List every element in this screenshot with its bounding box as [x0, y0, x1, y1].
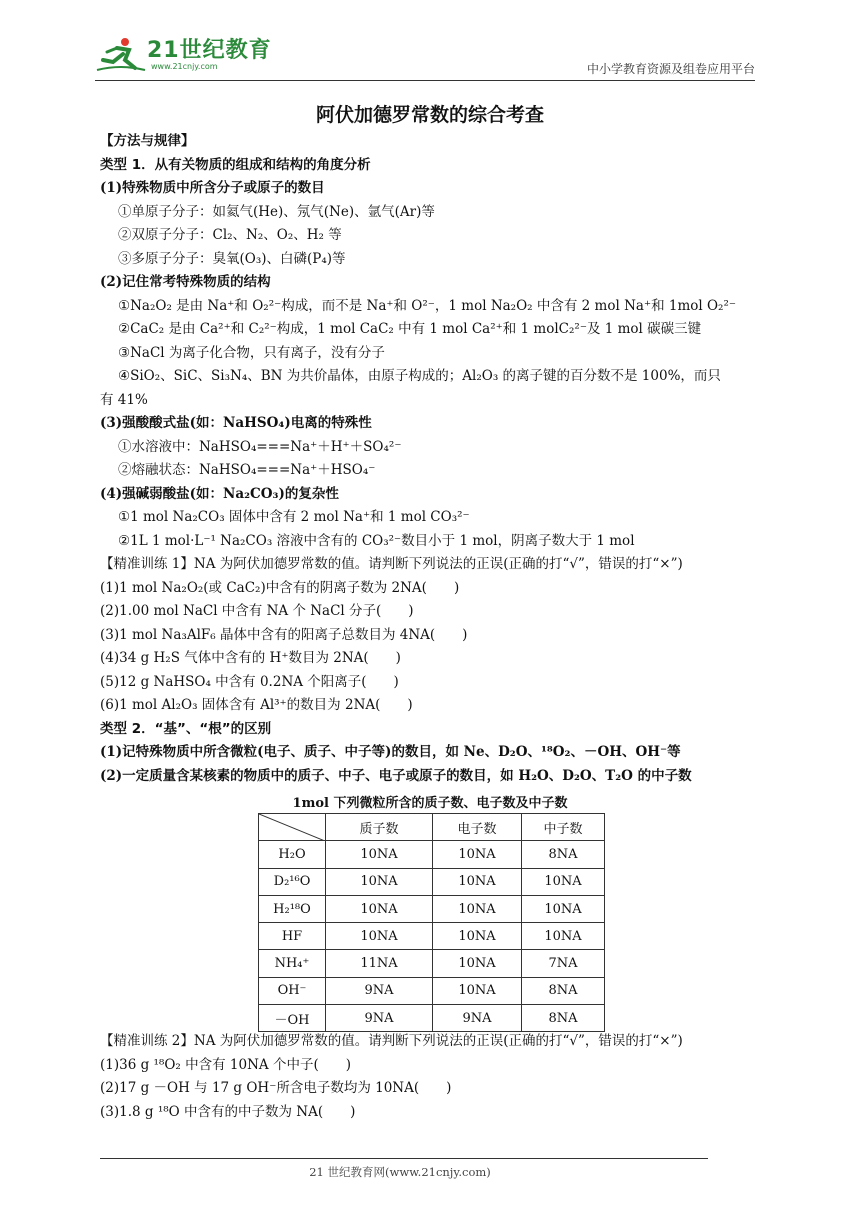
logo: [95, 36, 272, 74]
table-cell: 7NA: [522, 950, 605, 977]
table-cell: H₂O: [259, 841, 326, 868]
table-cell: 10NA: [326, 841, 433, 868]
text-line: ②熔融状态：NaHSO₄===Na⁺＋HSO₄⁻: [118, 462, 376, 478]
table-row: [259, 977, 605, 1004]
table-cell: 9NA: [326, 977, 433, 1004]
text-line: ①水溶液中：NaHSO₄===Na⁺＋H⁺＋SO₄²⁻: [118, 438, 402, 455]
text-line: ①单原子分子：如氦气(He)、氖气(Ne)、氩气(Ar)等: [118, 203, 435, 220]
subheading: (4)强碱弱酸盐(如：Na₂CO₃)的复杂性: [100, 485, 339, 502]
table-cell: 10NA: [433, 977, 522, 1004]
header-protons: 质子数: [326, 814, 433, 841]
table-row: [259, 841, 605, 868]
subheading: (1)记特殊物质中所含微粒(电子、质子、中子等)的数目，如 Ne、D₂O、¹⁸O₂、－OH、OH⁻等: [100, 744, 681, 760]
table-cell: 10NA: [433, 868, 522, 895]
subheading: (2)记住常考特殊物质的结构: [100, 274, 271, 290]
table-header-row: [259, 814, 605, 841]
exercise-heading: 【精准训练 2】NA 为阿伏加德罗常数的值。请判断下列说法的正误(正确的打“√”，错误的打“×”): [100, 1033, 683, 1049]
exercise-2: [100, 1030, 765, 1124]
logo-text: 21世纪教育: [147, 37, 272, 63]
table-cell: 10NA: [522, 895, 605, 922]
table-row: [259, 950, 605, 977]
diagonal-header-cell: [259, 814, 326, 841]
particle-count-table: [258, 813, 605, 1032]
table-cell: 10NA: [326, 895, 433, 922]
text-line: ①Na₂O₂ 是由 Na⁺和 O₂²⁻构成，而不是 Na⁺和 O²⁻，1 mol Na₂O₂ 中含有 2 mol Na⁺和 1mol O₂²⁻: [118, 297, 737, 314]
runner-logo-icon: [95, 36, 147, 74]
exercise-item: (2)17 g －OH 与 17 g OH⁻所含电子数均为 10NA( ): [100, 1080, 452, 1096]
table-cell: OH⁻: [259, 977, 326, 1004]
exercise-item: (1)1 mol Na₂O₂(或 CaC₂)中含有的阴离子数为 2NA( ): [100, 579, 460, 596]
table-cell: 9NA: [433, 1005, 522, 1032]
table-cell: H₂¹⁸O: [259, 895, 326, 922]
header-electrons: 电子数: [433, 814, 522, 841]
table-cell: 10NA: [433, 841, 522, 868]
text-line: ①1 mol Na₂CO₃ 固体中含有 2 mol Na⁺和 1 mol CO₃²⁻: [118, 509, 470, 525]
table-row: [259, 868, 605, 895]
exercise-item: (4)34 g H₂S 气体中含有的 H⁺数目为 2NA( ): [100, 650, 401, 666]
table-cell: 10NA: [522, 868, 605, 895]
text-line: ③NaCl 为离子化合物，只有离子，没有分子: [118, 344, 385, 361]
subheading: (2)一定质量含某核素的物质中的质子、中子、电子或原子的数目，如 H₂O、D₂O、T₂O 的中子数: [100, 767, 692, 784]
table-row: [259, 895, 605, 922]
table-row: [259, 1005, 605, 1032]
text-line: ③多原子分子：臭氧(O₃)、白磷(P₄)等: [118, 250, 346, 267]
table-cell: 10NA: [433, 895, 522, 922]
text-line: ④SiO₂、SiC、Si₃N₄、BN 为共价晶体，由原子构成的；Al₂O₃ 的离子键的百分数不是 100%，而只: [118, 368, 721, 384]
table-cell: 11NA: [326, 950, 433, 977]
table-cell: 8NA: [522, 977, 605, 1004]
header-neutrons: 中子数: [522, 814, 605, 841]
table-cell: 9NA: [326, 1005, 433, 1032]
text-line: ②CaC₂ 是由 Ca²⁺和 C₂²⁻构成，1 mol CaC₂ 中有 1 mol Ca²⁺和 1 molC₂²⁻及 1 mol 碳碳三键: [118, 321, 702, 337]
footer-rule: [100, 1158, 708, 1159]
header-platform-text: 中小学教育资源及组卷应用平台: [586, 62, 755, 76]
table-row: [259, 923, 605, 950]
exercise-item: (1)36 g ¹⁸O₂ 中含有 10NA 个中子( ): [100, 1056, 351, 1073]
table-cell: 10NA: [522, 923, 605, 950]
table-cell: 10NA: [326, 923, 433, 950]
section-heading: 【方法与规律】: [100, 133, 195, 149]
subheading: (1)特殊物质中所含分子或原子的数目: [100, 180, 325, 196]
exercise-item: (3)1 mol Na₃AlF₆ 晶体中含有的阳离子总数目为 4NA( ): [100, 626, 468, 643]
table-cell: 10NA: [433, 923, 522, 950]
exercise-item: (2)1.00 mol NaCl 中含有 NA 个 NaCl 分子( ): [100, 603, 414, 619]
exercise-item: (5)12 g NaHSO₄ 中含有 0.2NA 个阳离子( ): [100, 673, 399, 690]
table-cell: D₂¹⁶O: [259, 868, 326, 895]
diagonal-line-icon: [259, 814, 325, 841]
text-line: 有 41%: [100, 391, 148, 408]
logo-url: www.21cnjy.com: [151, 61, 218, 71]
main-content: [100, 130, 765, 788]
table-cell: 10NA: [326, 868, 433, 895]
table-cell: NH₄⁺: [259, 950, 326, 977]
subheading: (3)强酸酸式盐(如：NaHSO₄)电离的特殊性: [100, 415, 372, 431]
text-line: ②1L 1 mol·L⁻¹ Na₂CO₃ 溶液中含有的 CO₃²⁻数目小于 1 mol，阴离子数大于 1 mol: [118, 532, 635, 549]
type-heading: 类型 2．“基”、“根”的区别: [100, 720, 272, 737]
exercise-item: (6)1 mol Al₂O₃ 固体含有 Al³⁺的数目为 2NA( ): [100, 697, 413, 713]
page-header: [95, 30, 755, 81]
table-cell: HF: [259, 923, 326, 950]
text-line: ②双原子分子：Cl₂、N₂、O₂、H₂ 等: [118, 227, 342, 243]
table-caption: 1mol 下列微粒所含的质子数、电子数及中子数: [292, 796, 568, 811]
page-footer: 21 世纪教育网(www.21cnjy.com): [309, 1165, 491, 1179]
table-cell: 8NA: [522, 841, 605, 868]
table-cell: 10NA: [433, 950, 522, 977]
exercise-item: (3)1.8 g ¹⁸O 中含有的中子数为 NA( ): [100, 1103, 356, 1120]
page-title: 阿伏加德罗常数的综合考查: [315, 104, 544, 126]
table-cell: 8NA: [522, 1005, 605, 1032]
exercise-heading: 【精准训练 1】NA 为阿伏加德罗常数的值。请判断下列说法的正误(正确的打“√”，错误的打“×”): [100, 556, 683, 572]
table-cell: －OH: [259, 1005, 326, 1032]
type-heading: 类型 1．从有关物质的组成和结构的角度分析: [100, 156, 371, 173]
